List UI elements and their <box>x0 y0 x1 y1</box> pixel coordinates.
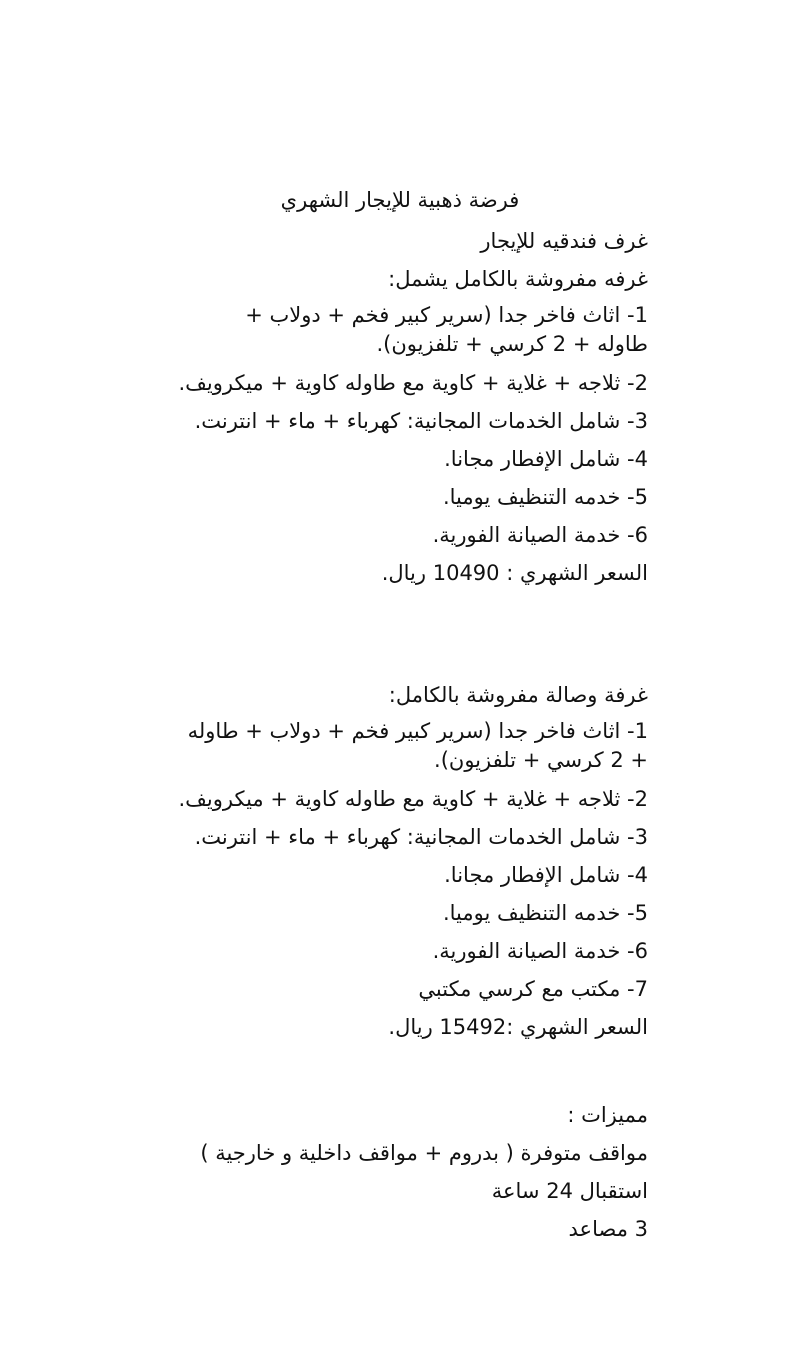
list-item: 1- اثاث فاخر جدا (سرير كبير فخم + دولاب + طاوله + 2 كرسي + تلفزيون). <box>245 303 648 356</box>
price-line: السعر الشهري : 10490 ريال. <box>381 561 648 585</box>
list-item: 3- شامل الخدمات المجانية: كهرباء + ماء + انترنت. <box>194 825 648 849</box>
section-hotel-rooms <box>118 222 648 592</box>
list-item: 4- شامل الإفطار مجانا. <box>444 863 648 887</box>
list-item: 6- خدمة الصيانة الفورية. <box>432 939 648 963</box>
price-line: السعر الشهري :15492 ريال. <box>388 1015 648 1039</box>
section-room-and-hall <box>118 676 648 1046</box>
list-item: 7- مكتب مع كرسي مكتبي <box>418 977 648 1001</box>
list-item: 1- اثاث فاخر جدا (سرير كبير فخم + دولاب + طاوله + 2 كرسي + تلفزيون). <box>187 719 648 772</box>
list-item: 3- شامل الخدمات المجانية: كهرباء + ماء + انترنت. <box>194 409 648 433</box>
list-item: 5- خدمه التنظيف يوميا. <box>442 485 648 509</box>
list-item: مواقف متوفرة ( بدروم + مواقف داخلية و خارجية ) <box>200 1141 648 1165</box>
list-item: 6- خدمة الصيانة الفورية. <box>432 523 648 547</box>
list-item: استقبال 24 ساعة <box>491 1179 648 1203</box>
section-heading: غرفة وصالة مفروشة بالكامل: <box>388 683 648 707</box>
list-item: 5- خدمه التنظيف يوميا. <box>442 901 648 925</box>
list-item: 2- ثلاجه + غلاية + كاوية مع طاوله كاوية + ميكرويف. <box>178 371 648 395</box>
section-features <box>118 1096 648 1248</box>
list-item: 3 مصاعد <box>568 1217 648 1241</box>
list-item: 4- شامل الإفطار مجانا. <box>444 447 648 471</box>
list-item: 2- ثلاجه + غلاية + كاوية مع طاوله كاوية + ميكرويف. <box>178 787 648 811</box>
page-title: فرضة ذهبية للإيجار الشهري <box>280 188 520 212</box>
section-heading: غرف فندقيه للإيجار <box>480 229 648 253</box>
section-subheading: غرفه مفروشة بالكامل يشمل: <box>388 267 648 291</box>
section-heading: مميزات : <box>567 1103 648 1127</box>
